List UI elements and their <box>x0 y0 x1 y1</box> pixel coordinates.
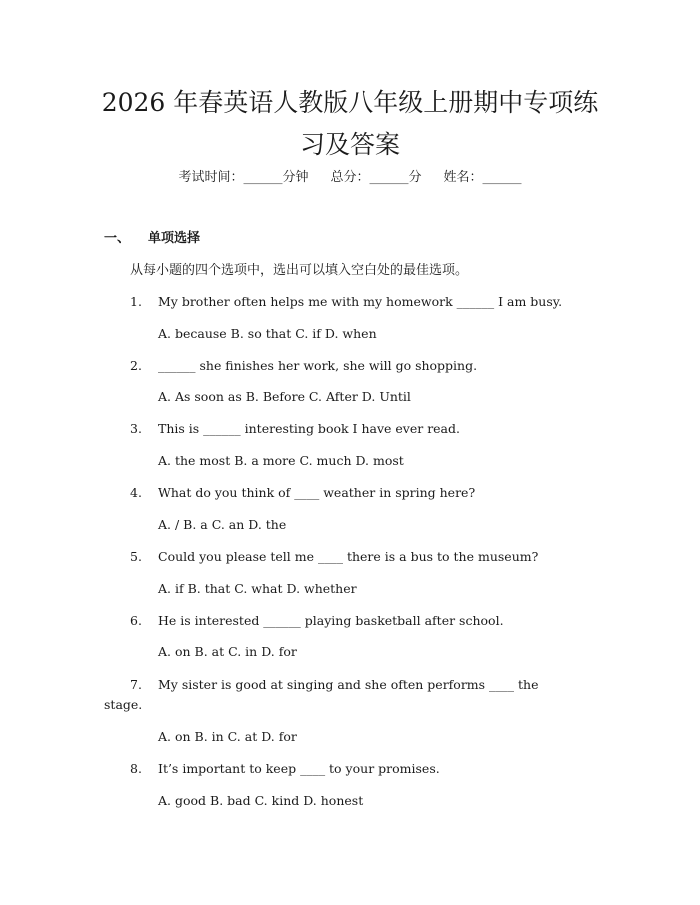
question-number: 4. <box>130 485 142 500</box>
question-text: This is ______ interesting book I have ever read. <box>158 421 460 436</box>
question-7-options: A. on B. in C. at D. for <box>158 729 297 744</box>
question-text: Could you please tell me ____ there is a bus to the museum? <box>158 549 539 564</box>
exam-time: 考试时间：______分钟 <box>178 170 309 185</box>
title-line-2: 习及答案 <box>299 130 400 159</box>
section-heading <box>104 229 200 249</box>
question-5 <box>104 547 574 567</box>
exam-total-score: 总分：______分 <box>330 170 422 185</box>
question-4-options: A. / B. a C. an D. the <box>158 517 287 532</box>
question-number: 8. <box>130 761 142 776</box>
page-title <box>60 82 640 166</box>
question-number: 1. <box>130 294 142 309</box>
question-6-options: A. on B. at C. in D. for <box>158 644 297 659</box>
question-text: ______ she finishes her work, she will go shopping. <box>158 358 478 373</box>
section-number: 一、 <box>104 231 131 246</box>
title-line-1: 2026 年春英语人教版八年级上册期中专项练 <box>101 88 599 117</box>
question-7 <box>104 675 574 715</box>
question-8-options: A. good B. bad C. kind D. honest <box>158 793 364 808</box>
section-title: 单项选择 <box>148 231 201 246</box>
question-text: My brother often helps me with my homework ______ I am busy. <box>158 294 563 309</box>
question-number: 3. <box>130 421 142 436</box>
question-number: 6. <box>130 613 142 628</box>
question-text: What do you think of ____ weather in spring here? <box>158 485 476 500</box>
question-8 <box>104 759 574 779</box>
question-6 <box>104 611 574 631</box>
question-number: 7. <box>130 677 142 692</box>
question-1-options: A. because B. so that C. if D. when <box>158 326 377 341</box>
question-1 <box>104 292 574 312</box>
exam-meta <box>0 168 700 188</box>
question-5-options: A. if B. that C. what D. whether <box>158 581 357 596</box>
question-number: 5. <box>130 549 142 564</box>
question-text: My sister is good at singing and she often performs ____ the <box>158 677 539 692</box>
question-3-options: A. the most B. a more C. much D. most <box>158 453 404 468</box>
question-4 <box>104 483 574 503</box>
section-instructions: 从每小题的四个选项中，选出可以填入空白处的最佳选项。 <box>130 263 469 278</box>
question-2-options: A. As soon as B. Before C. After D. Until <box>158 389 411 404</box>
question-text: It’s important to keep ____ to your promises. <box>158 761 440 776</box>
question-text-continued: stage. <box>104 697 143 712</box>
question-3 <box>104 419 574 439</box>
student-name: 姓名：______ <box>443 170 522 185</box>
question-2 <box>104 356 574 376</box>
question-text: He is interested ______ playing basketball after school. <box>158 613 504 628</box>
question-number: 2. <box>130 358 142 373</box>
